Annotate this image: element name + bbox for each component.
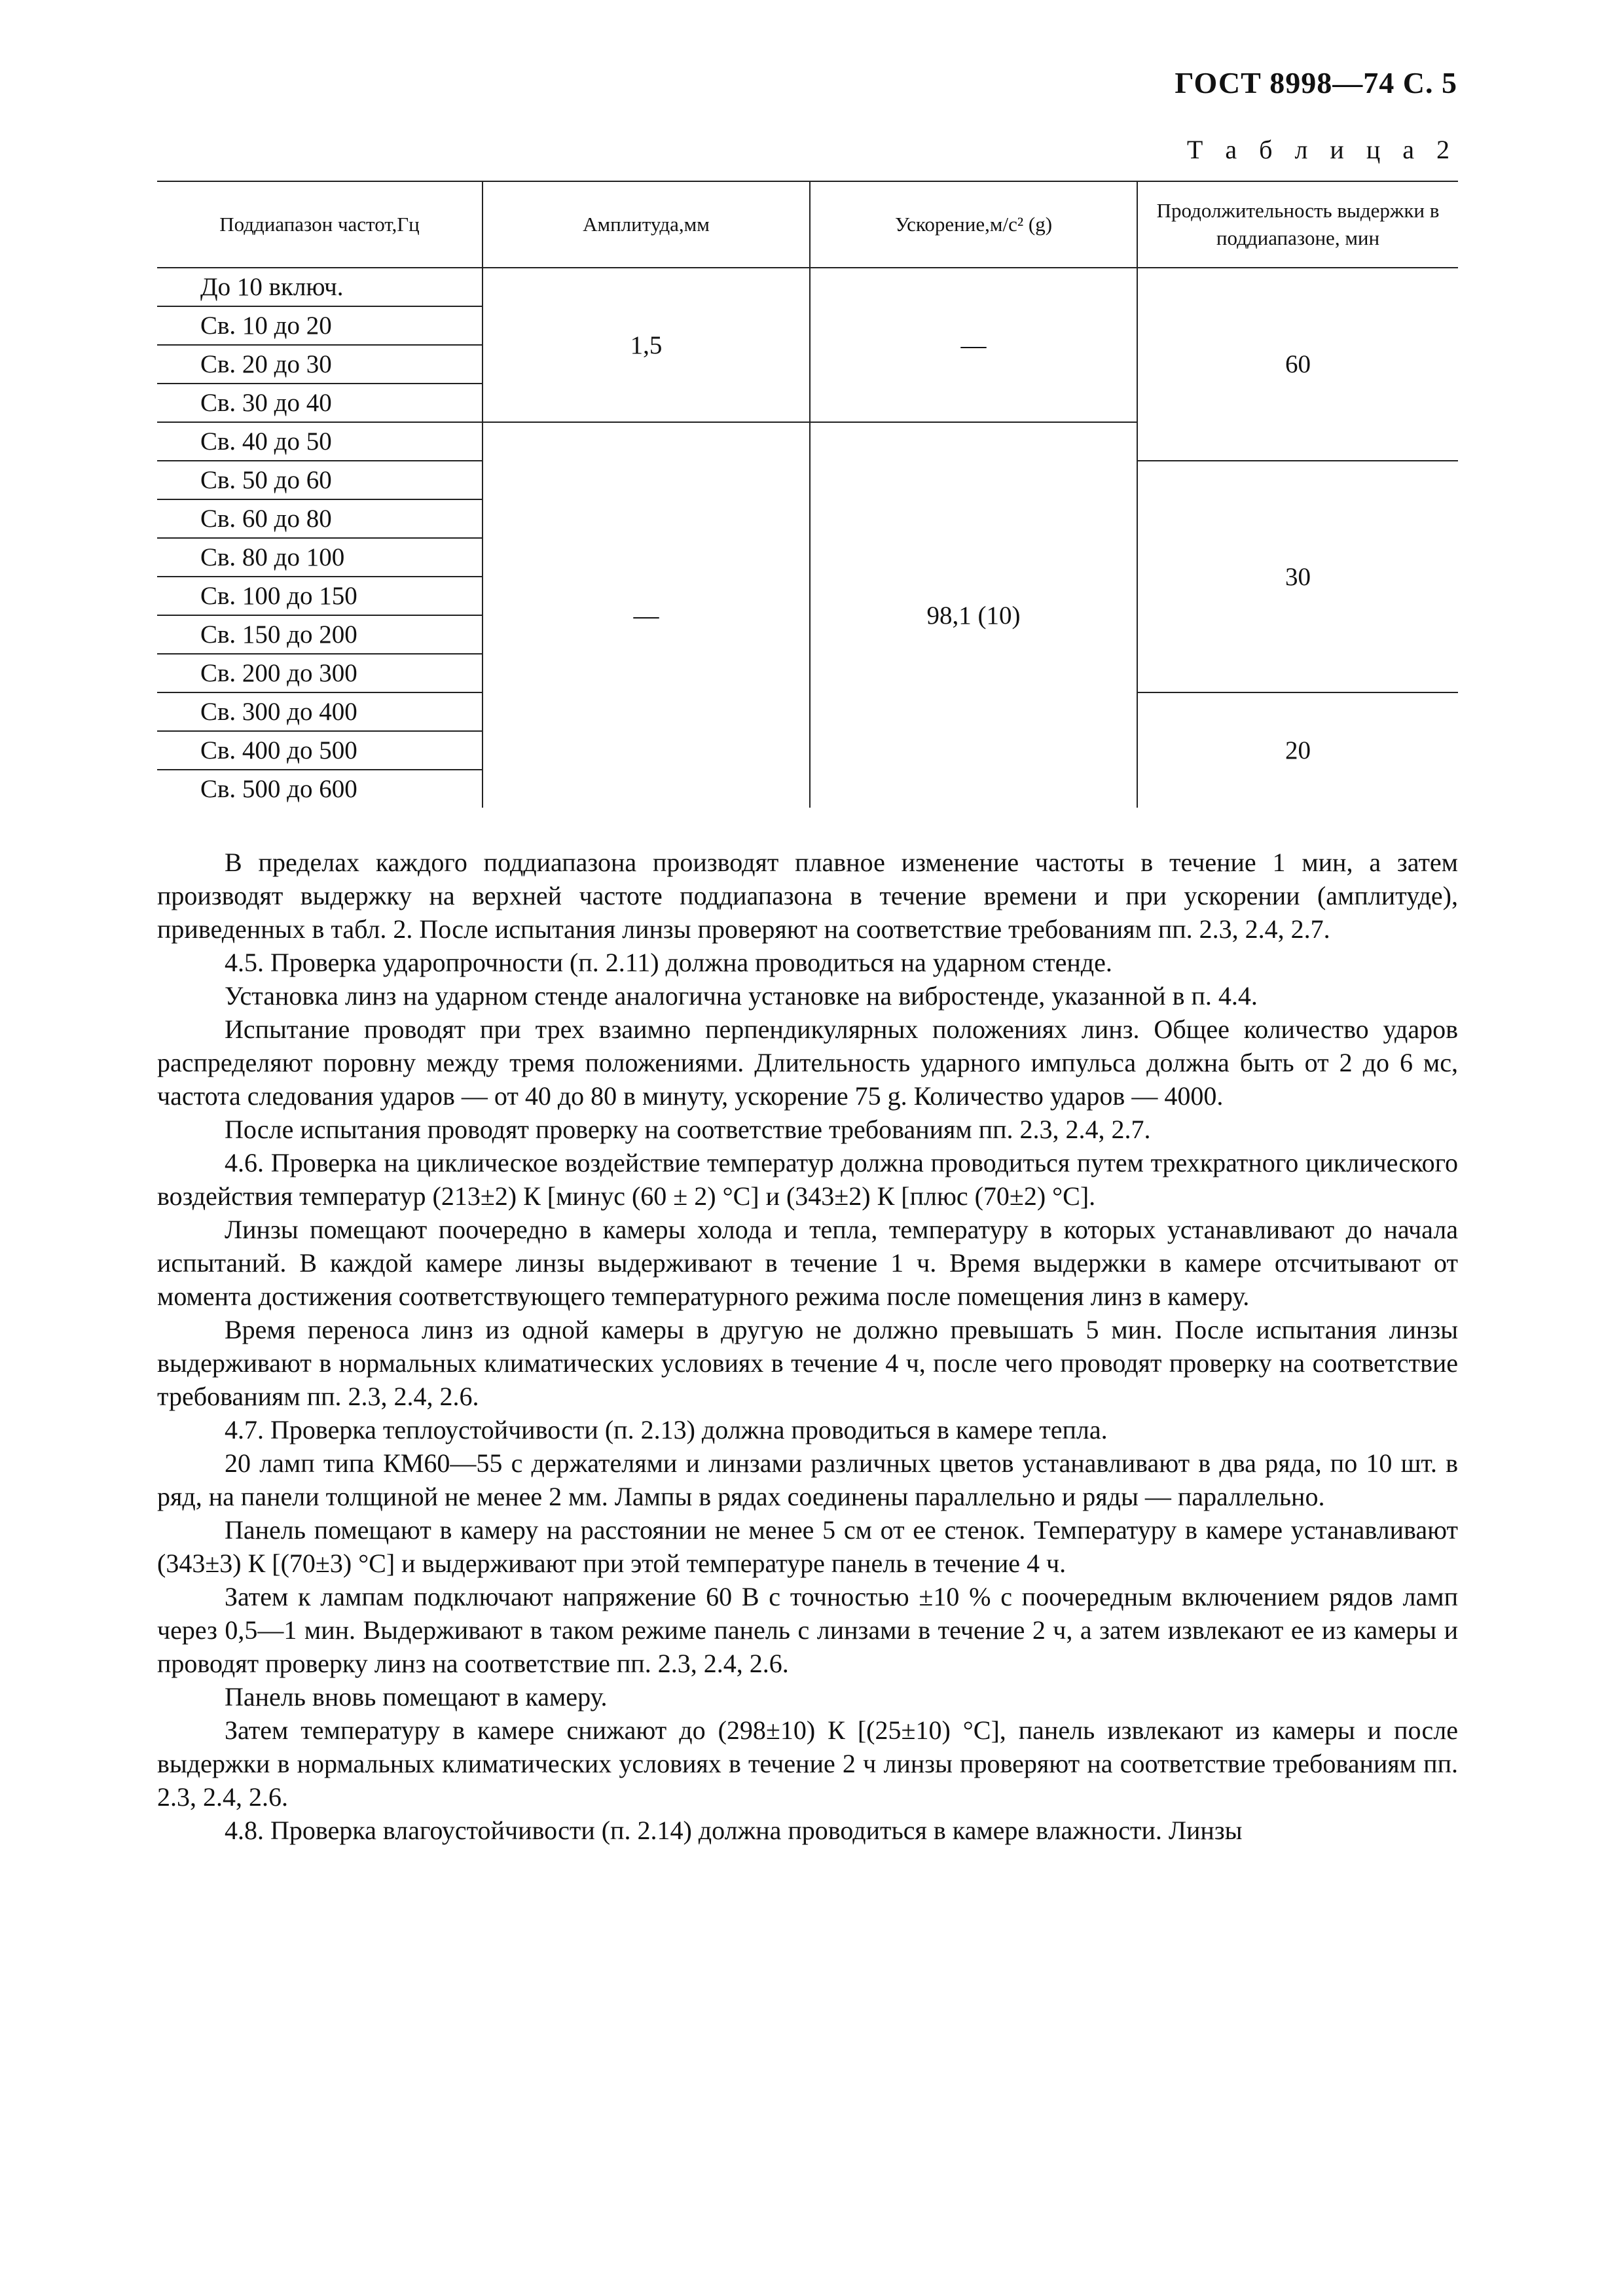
frequency-range: Св. 300 до 400 bbox=[157, 692, 483, 731]
amplitude-cell: 1,5 bbox=[483, 268, 810, 422]
paragraph: 4.5. Проверка ударопрочности (п. 2.11) должна проводиться на ударном стенде. bbox=[225, 948, 1112, 977]
paragraph: 4.7. Проверка теплоустойчивости (п. 2.13) должна проводиться в камере тепла. bbox=[225, 1415, 1108, 1444]
frequency-range: Св. 500 до 600 bbox=[200, 775, 357, 803]
table-2 bbox=[157, 181, 1458, 808]
header-frequency: Поддиапазон частот,Гц bbox=[157, 181, 483, 268]
duration-cell: 20 bbox=[1137, 692, 1458, 808]
paragraph: Панель вновь помещают в камеру. bbox=[225, 1682, 608, 1712]
table-row bbox=[157, 268, 1458, 306]
frequency-range: Св. 200 до 300 bbox=[157, 654, 483, 692]
duration-cell: 60 bbox=[1137, 268, 1458, 461]
paragraph: Линзы помещают поочередно в камеры холода и тепла, температуру в которых устанавливают до начала испытаний. В каждой камере линзы выдерживают в течение 1 ч. Время выдержки в камере отсчитывают от момента достижения соответствующего температурного режима после помещения линз в камеру. bbox=[157, 1215, 1458, 1311]
paragraph: Панель помещают в камеру на расстоянии не менее 5 см от ее стенок. Температуру в камере устанавливают (343±3) К [(70±3) °С] и выдерживают при этой температуре панель в течение 4 ч. bbox=[157, 1515, 1458, 1578]
paragraph: В пределах каждого поддиапазона производят плавное изменение частоты в течение 1 мин, а затем производят выдержку на верхней частоте поддиапазона в течение времени и при ускорении (амплитуде), приведенных в табл. 2. После испытания линзы проверяют на соответствие требованиям пп. 2.3, 2.4, 2.7. bbox=[157, 848, 1458, 944]
header-amplitude: Амплитуда,мм bbox=[483, 181, 810, 268]
header-acceleration: Ускорение,м/с² (g) bbox=[810, 181, 1137, 268]
frequency-range: Св. 100 до 150 bbox=[157, 577, 483, 615]
frequency-range: Св. 60 до 80 bbox=[157, 499, 483, 538]
frequency-range: Св. 20 до 30 bbox=[157, 345, 483, 384]
paragraph: Время переноса линз из одной камеры в другую не должно превышать 5 мин. После испытания линзы выдерживают в нормальных климатических условиях в течение 4 ч, после чего проводят проверку на соответствие требованиям пп. 2.3, 2.4, 2.6. bbox=[157, 1315, 1458, 1411]
header-duration: Продолжительность выдержки в поддиапазоне, мин bbox=[1137, 181, 1458, 268]
page-header: ГОСТ 8998—74 С. 5 bbox=[1175, 66, 1457, 99]
paragraph: Испытание проводят при трех взаимно перпендикулярных положениях линз. Общее количество ударов распределяют поровну между тремя положениями. Длительность ударного импульса должна быть от 2 до 6 мс, частота следования ударов — от 40 до 80 в минуту, ускорение 75 g. Количество ударов — 4000. bbox=[157, 1014, 1458, 1111]
body-text bbox=[157, 846, 1458, 1847]
frequency-range: Св. 50 до 60 bbox=[157, 461, 483, 499]
paragraph: Затем к лампам подключают напряжение 60 В с точностью ±10 % с поочередным включением рядов ламп через 0,5—1 мин. Выдерживают в таком режиме панель с линзами в течение 2 ч, а затем извлекают ее из камеры и проводят проверку линз на соответствие пп. 2.3, 2.4, 2.6. bbox=[157, 1582, 1458, 1678]
frequency-range: Св. 30 до 40 bbox=[157, 384, 483, 422]
frequency-range: Св. 80 до 100 bbox=[157, 538, 483, 577]
paragraph: После испытания проводят проверку на соответствие требованиям пп. 2.3, 2.4, 2.7. bbox=[225, 1115, 1151, 1144]
paragraph: 4.6. Проверка на циклическое воздействие температур должна проводиться путем трехкратного циклического воздействия температур (213±2) К [минус (60 ± 2) °С] и (343±2) К [плюс (70±2) °С]. bbox=[157, 1148, 1458, 1211]
frequency-range: Св. 400 до 500 bbox=[157, 731, 483, 770]
table-header-row bbox=[157, 181, 1458, 268]
frequency-range: Св. 150 до 200 bbox=[157, 615, 483, 654]
acceleration-cell: 98,1 (10) bbox=[810, 422, 1137, 808]
duration-cell: 30 bbox=[1137, 461, 1458, 692]
frequency-range: Св. 40 до 50 bbox=[157, 422, 483, 461]
frequency-range: Св. 10 до 20 bbox=[157, 306, 483, 345]
paragraph: Установка линз на ударном стенде аналогична установке на вибростенде, указанной в п. 4.4. bbox=[225, 981, 1258, 1011]
paragraph: Затем температуру в камере снижают до (298±10) К [(25±10) °С], панель извлекают из камеры и после выдержки в нормальных климатических условиях в течение 2 ч линзы проверяют на соответствие требованиям пп. 2.3, 2.4, 2.6. bbox=[157, 1715, 1458, 1812]
frequency-range: До 10 включ. bbox=[157, 268, 483, 306]
amplitude-cell: — bbox=[483, 422, 810, 808]
paragraph: 20 ламп типа КМ60—55 с держателями и линзами различных цветов устанавливают в два ряда, по 10 шт. в ряд, на панели толщиной не менее 2 мм. Лампы в рядах соединены параллельно и ряды — параллельно. bbox=[157, 1448, 1458, 1511]
paragraph: 4.8. Проверка влагоустойчивости (п. 2.14) должна проводиться в камере влажности. Линзы bbox=[225, 1816, 1243, 1845]
table-caption: Т а б л и ц а 2 bbox=[1186, 135, 1457, 164]
acceleration-cell: — bbox=[810, 268, 1137, 422]
